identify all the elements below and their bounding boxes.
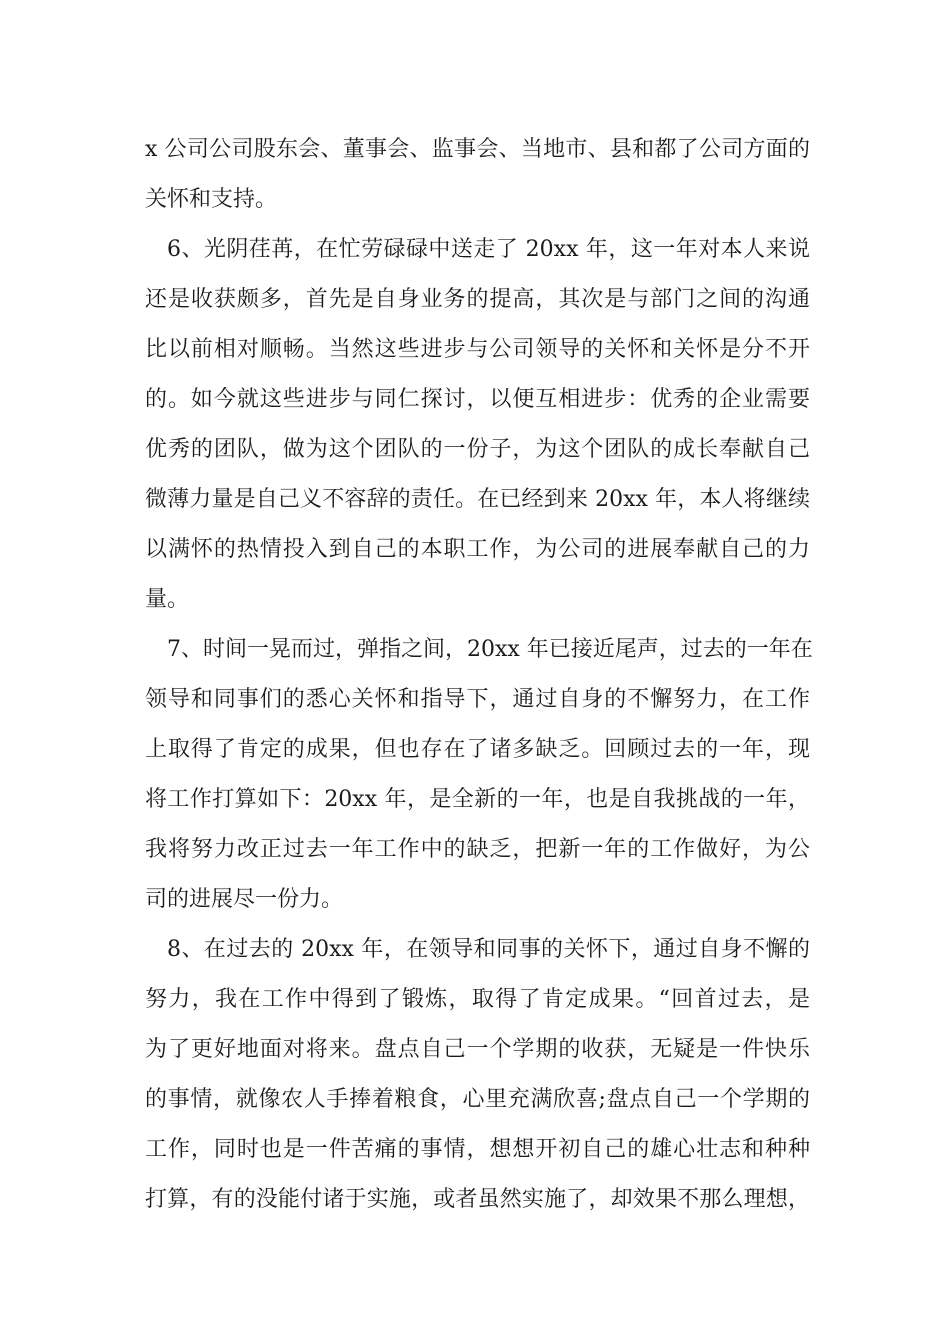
text-line: 6、光阴荏苒，在忙劳碌碌中送走了 20xx 年，这一年对本人来说: [167, 237, 810, 262]
document-body: [145, 125, 813, 1225]
text-line: 的事情，就像农人手捧着粮食，心里充满欣喜;盘点自己一个学期的: [145, 1087, 810, 1112]
text-line: 上取得了肯定的成果，但也存在了诸多缺乏。回顾过去的一年，现: [145, 737, 810, 762]
text-line: 我将努力改正过去一年工作中的缺乏，把新一年的工作做好，为公: [145, 837, 810, 862]
text-line: 工作，同时也是一件苦痛的事情，想想开初自己的雄心壮志和种种: [145, 1137, 810, 1162]
text-line: 司的进展尽一份力。: [145, 887, 344, 912]
text-line: 将工作打算如下：20xx 年，是全新的一年，也是自我挑战的一年，: [145, 787, 810, 812]
text-line: 还是收获颇多，首先是自身业务的提高，其次是与部门之间的沟通: [145, 287, 810, 312]
text-line: 关怀和支持。: [145, 187, 278, 212]
text-line: 努力，我在工作中得到了锻炼，取得了肯定成果。“回首过去，是: [145, 987, 810, 1012]
text-line: 为了更好地面对将来。盘点自己一个学期的收获，无疑是一件快乐: [145, 1037, 810, 1062]
text-line: 8、在过去的 20xx 年，在领导和同事的关怀下，通过自身不懈的: [167, 937, 810, 962]
text-line: 7、时间一晃而过，弹指之间，20xx 年已接近尾声，过去的一年在: [167, 637, 813, 662]
text-line: 以满怀的热情投入到自己的本职工作，为公司的进展奉献自己的力: [145, 537, 810, 562]
text-line: 量。: [145, 587, 190, 612]
text-line: x 公司公司股东会、董事会、监事会、当地市、县和都了公司方面的: [145, 137, 810, 162]
text-line: 打算，有的没能付诸于实施，或者虽然实施了，却效果不那么理想，: [145, 1187, 810, 1212]
text-line: 优秀的团队，做为这个团队的一份子，为这个团队的成长奉献自己: [145, 437, 810, 462]
text-line: 微薄力量是自己义不容辞的责任。在已经到来 20xx 年，本人将继续: [145, 487, 810, 512]
text-line: 领导和同事们的悉心关怀和指导下，通过自身的不懈努力，在工作: [145, 687, 810, 712]
text-line: 的。如今就这些进步与同仁探讨，以便互相进步：优秀的企业需要: [145, 387, 810, 412]
text-line: 比以前相对顺畅。当然这些进步与公司领导的关怀和关怀是分不开: [145, 337, 810, 362]
